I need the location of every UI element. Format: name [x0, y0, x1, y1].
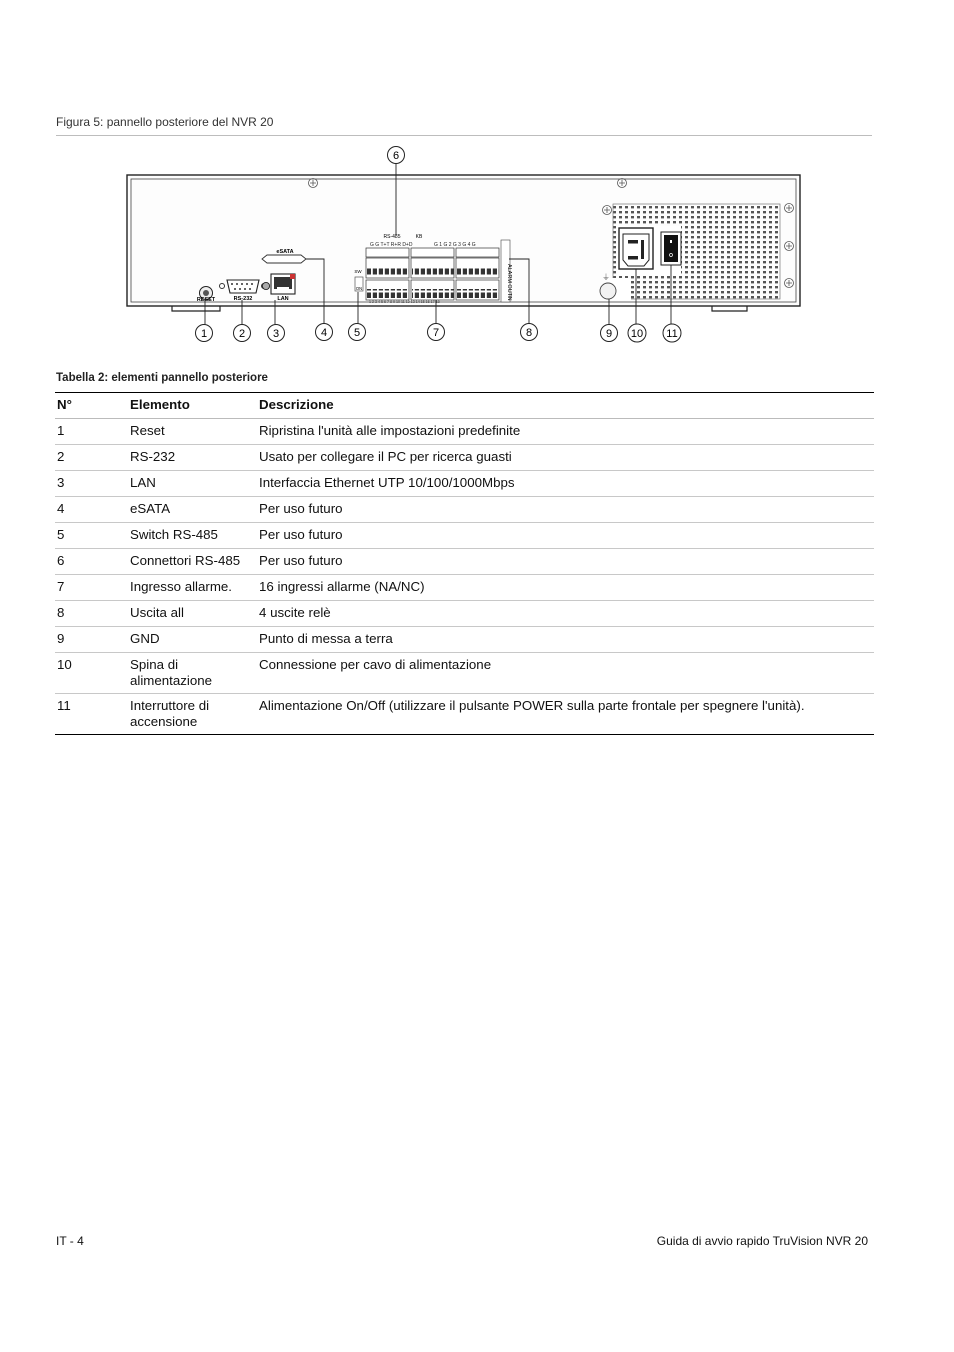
power-socket — [619, 228, 653, 269]
row-element: Switch RS-485 — [128, 523, 257, 549]
table-row — [55, 497, 874, 523]
row-number: 5 — [55, 523, 128, 549]
lan-led — [262, 282, 269, 289]
table-caption: Tabella 2: elementi pannello posteriore — [56, 372, 268, 384]
row-number: 6 — [55, 549, 128, 575]
row-number: 1 — [55, 419, 128, 445]
row-description: Usato per collegare il PC per ricerca guasti — [257, 445, 874, 471]
elements-table — [55, 392, 874, 735]
table-row — [55, 471, 874, 497]
esata-label: eSATA — [276, 249, 294, 255]
table-row — [55, 523, 874, 549]
row-number: 2 — [55, 445, 128, 471]
gnd-point — [600, 283, 616, 299]
row-number: 7 — [55, 575, 128, 601]
lan-port — [271, 274, 295, 294]
row-number: 4 — [55, 497, 128, 523]
svg-text:2: 2 — [238, 328, 246, 340]
sw-label: SW — [354, 269, 362, 274]
rear-panel-figure — [120, 140, 810, 348]
row-element: Ingresso allarme. — [128, 575, 257, 601]
callout-7 — [428, 324, 445, 341]
row-element: Reset — [128, 419, 257, 445]
row-element: Connettori RS-485 — [128, 549, 257, 575]
svg-text:10: 10 — [630, 328, 644, 340]
row-description: Alimentazione On/Off (utilizzare il pulsante POWER sulla parte frontale per spegnere l'unità). — [257, 694, 874, 735]
svg-text:8: 8 — [525, 327, 533, 339]
reset-label: RESET — [196, 297, 216, 303]
row-number: 8 — [55, 601, 128, 627]
ground-icon: ⏚ — [602, 273, 610, 282]
row-description: Ripristina l'unità alle impostazioni predefinite — [257, 419, 874, 445]
table-row — [55, 419, 874, 445]
svg-text:3: 3 — [272, 328, 280, 340]
svg-text:5: 5 — [353, 327, 361, 339]
table-row — [55, 694, 874, 735]
foot-right — [712, 306, 747, 311]
svg-text:4: 4 — [320, 327, 328, 339]
row-number: 11 — [55, 694, 128, 735]
callout-3 — [268, 325, 285, 342]
row-description: Per uso futuro — [257, 497, 874, 523]
header-description: Descrizione — [257, 393, 874, 419]
callout-6 — [388, 147, 405, 164]
svg-text:11: 11 — [666, 328, 678, 340]
callout-10 — [628, 324, 646, 342]
figure-caption: Figura 5: pannello posteriore del NVR 20 — [56, 115, 274, 129]
row-description: Interfaccia Ethernet UTP 10/100/1000Mbps — [257, 471, 874, 497]
document-title: Guida di avvio rapido TruVision NVR 20 — [656, 1234, 868, 1248]
foot-left — [172, 306, 220, 311]
row-element: LAN — [128, 471, 257, 497]
svg-text:7: 7 — [432, 327, 440, 339]
svg-text:9: 9 — [605, 328, 613, 340]
on-label: ON — [355, 286, 363, 291]
lan-label: LAN — [277, 296, 289, 302]
row-number: 10 — [55, 653, 128, 694]
header-number: N° — [55, 393, 128, 419]
row-description: Per uso futuro — [257, 523, 874, 549]
callout-2 — [234, 325, 251, 342]
callout-4 — [316, 324, 333, 341]
svg-text:1 2 3 4 5 6 7 8 9 10: 1 2 3 4 5 6 7 8 9 10 11 12 13 14 15 16 17 18 — [369, 300, 440, 304]
row-number: 3 — [55, 471, 128, 497]
row-description: 16 ingressi allarme (NA/NC) — [257, 575, 874, 601]
callout-8 — [521, 324, 538, 341]
rs485-connectors — [366, 248, 409, 300]
alarm-out-label: ALARM OUT — [506, 263, 512, 297]
callout-5 — [349, 324, 366, 341]
row-element: GND — [128, 627, 257, 653]
power-switch-icon — [661, 232, 681, 265]
rs232-label: RS-232 — [233, 296, 253, 302]
row-description: Per uso futuro — [257, 549, 874, 575]
caption-divider — [56, 135, 872, 136]
row-element: Uscita all — [128, 601, 257, 627]
row-element: eSATA — [128, 497, 257, 523]
row-element: RS-232 — [128, 445, 257, 471]
row-number: 9 — [55, 627, 128, 653]
page-number: IT - 4 — [56, 1234, 84, 1248]
svg-text:6: 6 — [392, 150, 400, 162]
alarm-in-label: IN — [506, 295, 512, 301]
callout-1 — [196, 325, 213, 342]
table-row — [55, 627, 874, 653]
callout-11 — [663, 324, 681, 342]
kb-label: KB — [415, 234, 423, 240]
callout-9 — [601, 325, 618, 342]
table-header-row — [55, 393, 874, 419]
table-row — [55, 601, 874, 627]
table-row — [55, 575, 874, 601]
header-element: Elemento — [128, 393, 257, 419]
table-row — [55, 445, 874, 471]
rs485-label: RS-485 — [383, 234, 401, 240]
esata-port — [262, 255, 306, 263]
row-description: 4 uscite relè — [257, 601, 874, 627]
table-row — [55, 653, 874, 694]
row-element: Interruttore di accensione — [128, 694, 257, 735]
row-description: Punto di messa a terra — [257, 627, 874, 653]
svg-text:1: 1 — [200, 328, 208, 340]
svg-text:G 1 G 2 G 3 G 4 G: G 1 G 2 G 3 G 4 G — [434, 242, 476, 248]
row-element: Spina di alimentazione — [128, 653, 257, 694]
svg-text:G G T+T R+R D+D: G G T+T R+R D+D — [370, 242, 413, 248]
table-row — [55, 549, 874, 575]
row-description: Connessione per cavo di alimentazione — [257, 653, 874, 694]
